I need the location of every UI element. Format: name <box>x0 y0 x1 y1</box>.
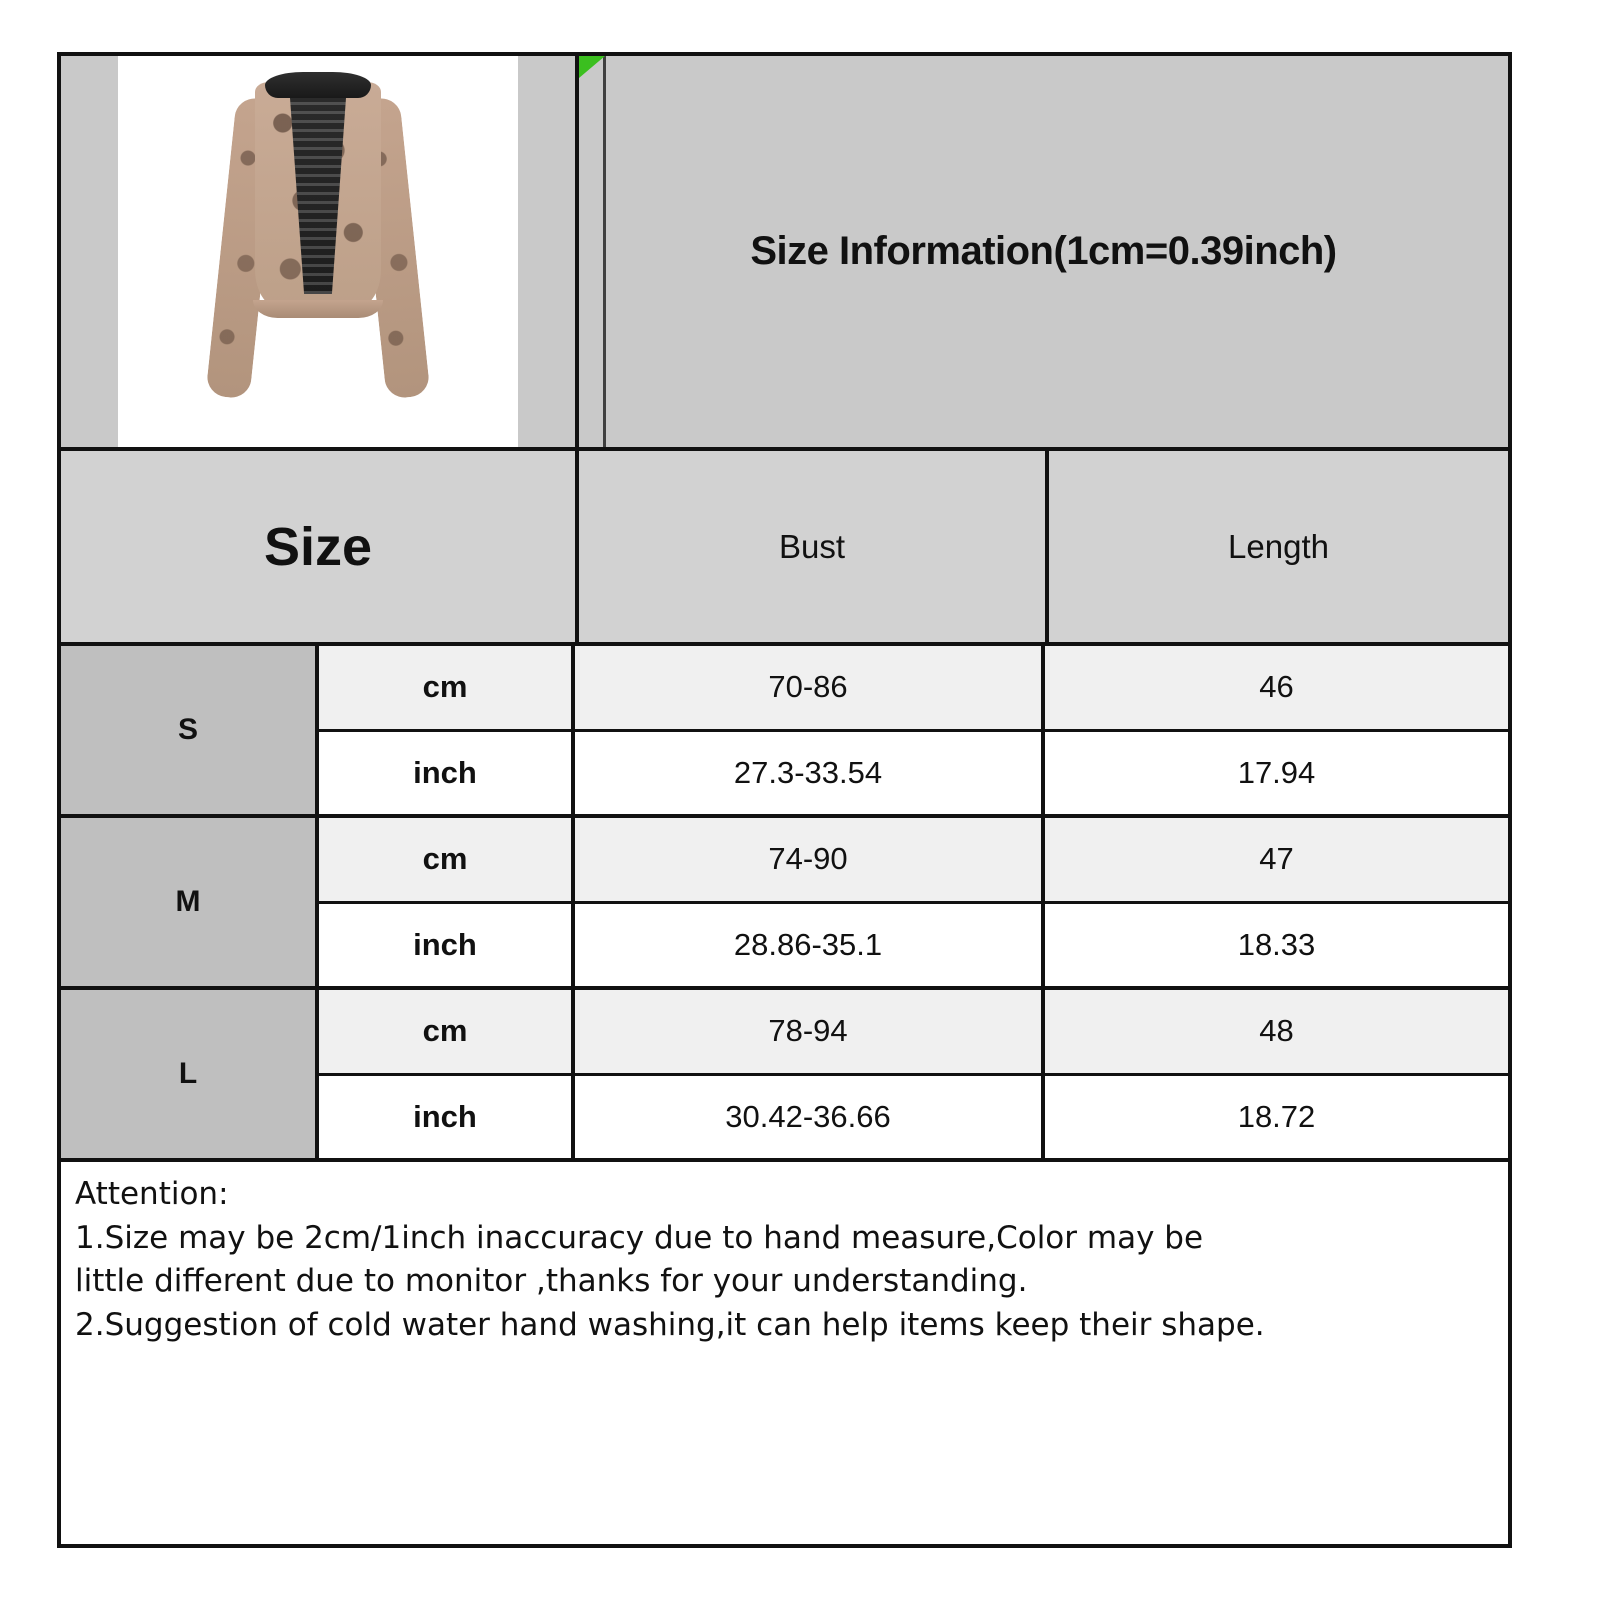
unit-label-cm: cm <box>319 646 575 729</box>
column-header-size <box>61 451 579 642</box>
size-s-inch-bust: 27.3-33.54 <box>575 732 1045 815</box>
table-row <box>61 818 1508 990</box>
size-label-m: M <box>61 818 319 986</box>
column-header-bust-label: Bust <box>778 527 846 565</box>
column-header-row <box>61 451 1508 646</box>
page-title: Size Information(1cm=0.39inch) <box>750 229 1337 273</box>
size-label-s: S <box>61 646 319 814</box>
size-label-l: L <box>61 990 319 1158</box>
size-l-cm-bust: 78-94 <box>575 990 1045 1073</box>
size-l-inch-row <box>319 1076 1508 1159</box>
size-m-inch-row <box>319 904 1508 987</box>
garment-collar <box>265 72 371 98</box>
size-m-cm-bust: 74-90 <box>575 818 1045 901</box>
size-m-cm-row <box>319 818 1508 904</box>
title-cell <box>579 56 1508 447</box>
size-l-inch-length: 18.72 <box>1237 1098 1316 1134</box>
unit-label-inch: inch <box>319 732 575 815</box>
size-m-inch-length: 18.33 <box>1237 926 1316 962</box>
size-s-cm-row <box>319 646 1508 732</box>
column-header-length <box>1049 451 1508 642</box>
attention-line-2: 2.Suggestion of cold water hand washing,it can help items keep their shape. <box>75 1306 1265 1343</box>
product-image-cell <box>61 56 579 447</box>
size-m-inch-bust: 28.86-35.1 <box>575 904 1045 987</box>
garment-illustration <box>193 64 443 434</box>
column-header-length-label: Length <box>1228 527 1329 565</box>
table-row <box>61 990 1508 1162</box>
size-s-cm-bust: 70-86 <box>575 646 1045 729</box>
unit-label-inch: inch <box>319 1076 575 1159</box>
attention-heading: Attention: <box>75 1176 229 1212</box>
green-corner-marker <box>579 56 605 78</box>
size-m-cm-length: 47 <box>1259 841 1294 877</box>
attention-line-1a: 1.Size may be 2cm/1inch inaccuracy due to hand measure,Color may be <box>75 1219 1204 1256</box>
size-l-inch-bust: 30.42-36.66 <box>575 1076 1045 1159</box>
unit-label-cm: cm <box>319 818 575 901</box>
product-photo <box>118 56 518 447</box>
size-s-inch-length: 17.94 <box>1237 754 1316 790</box>
size-chart-sheet <box>57 52 1512 1548</box>
attention-line-1b: little different due to monitor ,thanks for your understanding. <box>75 1263 1028 1300</box>
unit-label-inch: inch <box>319 904 575 987</box>
size-s-cm-length: 46 <box>1259 669 1294 705</box>
garment-hem <box>253 300 383 318</box>
attention-block <box>61 1162 1508 1544</box>
column-header-bust <box>579 451 1049 642</box>
table-row <box>61 646 1508 818</box>
size-s-inch-row <box>319 732 1508 815</box>
unit-label-cm: cm <box>319 990 575 1073</box>
size-l-cm-length: 48 <box>1259 1013 1294 1049</box>
column-header-size-label: Size <box>263 516 373 577</box>
size-l-cm-row <box>319 990 1508 1076</box>
divider-line <box>603 56 606 447</box>
header-row <box>61 56 1508 451</box>
